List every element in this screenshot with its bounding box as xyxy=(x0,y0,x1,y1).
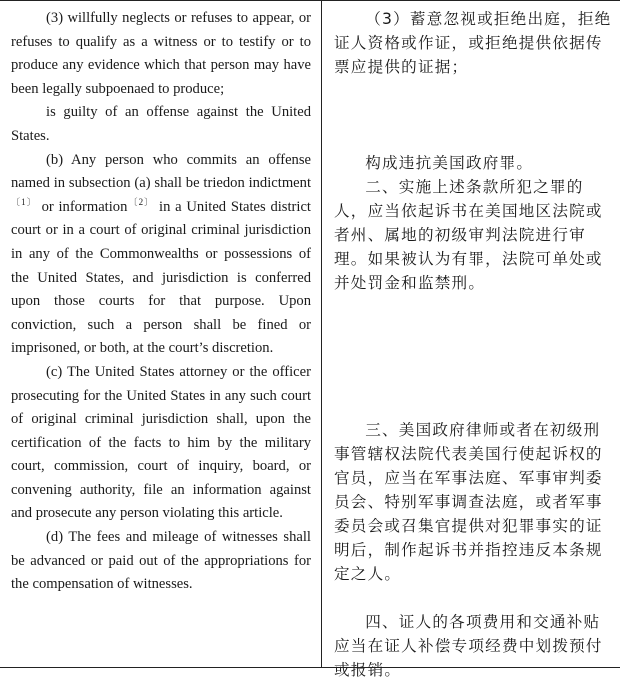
en-paragraph-3: (3) willfully neglects or refuses to appear, or refuses to qualify as a witness or to testify or to produce any evidence which that person may have been legally subpoenaed to produce; xyxy=(11,10,311,97)
en-paragraph-b xyxy=(11,149,311,361)
english-column xyxy=(0,1,322,667)
en-paragraph-d: (d) The fees and mileage of witnesses shall be advanced or paid out of the appropriations for the compensation of witnesses. xyxy=(11,529,311,593)
zh-paragraph-3b: 三、美国政府律师或者在初级刑事管辖权法院代表美国行使起诉权的官员，应当在军事法庭、军事审判委员会、特别军事调查法庭，或者军事委员会或召集官提供对犯罪事实的证明后，制作起诉书并指控违反本条规定之人。 xyxy=(334,421,603,583)
zh-paragraph-4: 四、证人的各项费用和交通补贴应当在证人补偿专项经费中划拨预付或报销。 xyxy=(334,613,603,679)
zh-spacer xyxy=(334,295,612,418)
en-guilty-clause: is guilty of an offense against the United States. xyxy=(11,104,311,144)
zh-paragraph-2: 二、实施上述条款所犯之罪的人，应当依起诉书在美国地区法院或者州、属地的初级审判法院进行审理。如果被认为有罪，法院可单处或并处罚金和监禁刑。 xyxy=(334,178,603,292)
footnote-1-marker: 〔1〕 xyxy=(11,196,37,207)
zh-paragraph-3: （3）蓄意忽视或拒绝出庭，拒绝证人资格或作证，或拒绝提供依据传票应提供的证据； xyxy=(334,10,612,76)
zh-guilty-clause: 构成违抗美国政府罪。 xyxy=(365,154,534,172)
en-paragraph-c: (c) The United States attorney or the officer prosecuting for the United States in any such court of original criminal jurisdiction shall, upon the certification of the facts to him by the military court, commission, court of inquiry, board, or convening authority, file an information against and prosecute any person violating this article. xyxy=(11,363,311,522)
zh-spacer xyxy=(334,586,612,610)
en-paragraph-b-text-1: (b) Any person who commits an offense named in subsection (a) shall be triedon indictment xyxy=(11,151,311,192)
footnote-2-marker: 〔2〕 xyxy=(127,196,155,207)
en-paragraph-b-text-2: or information xyxy=(36,198,128,215)
chinese-column xyxy=(322,1,620,679)
en-paragraph-b-text-3: in a United States district court or in a court of original criminal jurisdiction in any of the Commonwealths or possessions of the United States, and jurisdiction is conferred upon those courts for that purpose. Upon conviction, such a person shall be fined or imprisoned, or both, at the court’s discretion. xyxy=(11,198,311,357)
zh-spacer xyxy=(334,79,612,151)
